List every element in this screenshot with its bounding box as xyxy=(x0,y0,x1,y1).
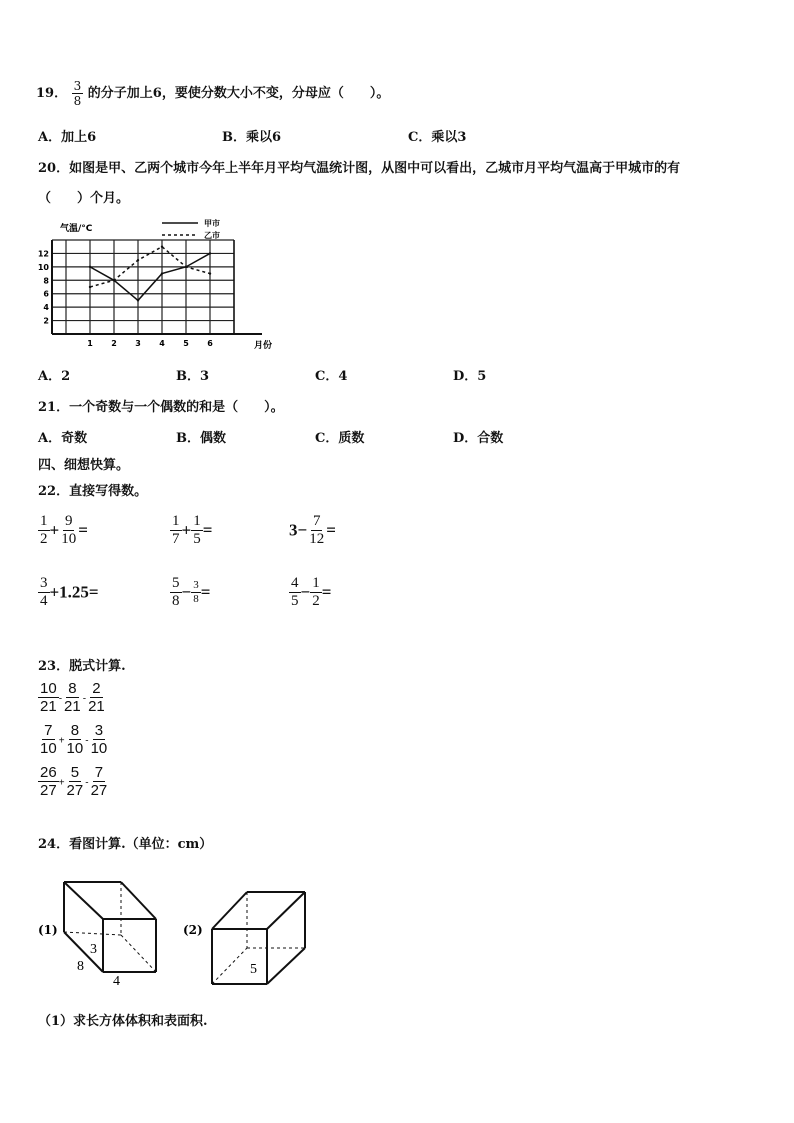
x-tick-label: 3 xyxy=(135,339,141,348)
q21-option-a: A．奇数 xyxy=(38,431,88,446)
series-point xyxy=(89,286,91,288)
q23-expr-1: $\frac{10}{21}$ - $\frac{8}{21}$ - $\frac{2}{21}$ xyxy=(40,680,105,715)
q19-text: 的分子加上6，要使分数大小不变，分母应（ ）。 xyxy=(87,86,390,101)
figure-1-label: (1) xyxy=(38,923,58,937)
q21-question: 21．一个奇数与一个偶数的和是（ ）。 xyxy=(38,400,284,415)
legend-label-2: 乙市 xyxy=(204,231,220,240)
section-heading: 四、细想快算。 xyxy=(38,458,130,473)
q20-option-c: C．4 xyxy=(315,369,348,384)
x-tick-label: 2 xyxy=(111,339,117,348)
x-tick-label: 4 xyxy=(159,339,165,348)
series-point xyxy=(161,246,163,248)
q19-option-c: C．乘以3 xyxy=(408,130,467,145)
y-tick-label: 6 xyxy=(43,289,49,299)
figure-1-width: 8 xyxy=(77,959,84,974)
y-axis-label: 气温/°C xyxy=(60,224,93,234)
series-point xyxy=(137,299,139,301)
q22-expr-4: $\frac{3}{4}$ +1.25= xyxy=(40,575,99,609)
q21-option-c: C．质数 xyxy=(315,431,365,446)
q24-sub1: （1）求长方体体积和表面积. xyxy=(38,1014,208,1029)
y-tick-label: 12 xyxy=(38,249,49,259)
figure-1-height: 3 xyxy=(90,942,97,957)
y-tick-label: 4 xyxy=(43,303,49,313)
q24-title: 24．看图计算.（单位：cm） xyxy=(38,837,213,852)
cuboid-figure-2 xyxy=(212,892,305,984)
q21-option-b: B．偶数 xyxy=(176,431,226,446)
series-point xyxy=(89,266,91,268)
series-point xyxy=(161,272,163,274)
q22-expr-2: $\frac{1}{7}$ + $\frac{1}{5}$ = xyxy=(172,513,213,547)
legend-label-1: 甲市 xyxy=(204,219,220,228)
q23-title: 23．脱式计算. xyxy=(38,659,126,674)
q24-figures xyxy=(30,872,330,997)
q22-expr-5: $\frac{5}{8}$ − $\frac{3}{8}$ = xyxy=(172,575,211,609)
q23-expr-2: $\frac{7}{10}$ + $\frac{8}{10}$ - $\frac{3}{10}$ xyxy=(40,722,108,757)
x-tick-label: 6 xyxy=(207,339,213,348)
q20-question-line2: （ ）个月。 xyxy=(38,191,130,206)
q22-title: 22．直接写得数。 xyxy=(38,484,148,499)
q19-option-b: B．乘以6 xyxy=(222,130,282,145)
q20-option-a: A．2 xyxy=(38,369,71,384)
series-point xyxy=(209,272,211,274)
figure-2-label: (2) xyxy=(183,923,203,937)
x-tick-label: 5 xyxy=(183,339,189,348)
q19 xyxy=(36,80,389,107)
series-point xyxy=(185,266,187,268)
q21-option-d: D．合数 xyxy=(453,431,504,446)
temperature-line-chart xyxy=(38,212,288,354)
q23-expr-3: $\frac{26}{27}$ + $\frac{5}{27}$ - $\frac{7}{27}$ xyxy=(40,764,108,799)
q19-option-a: A．加上6 xyxy=(38,130,97,145)
series-point xyxy=(113,279,115,281)
q19-number: 19． xyxy=(36,86,68,101)
q22-expr-1: $\frac{1}{2}$ + $\frac{9}{10}$ = xyxy=(40,513,88,547)
figure-1-length: 4 xyxy=(113,974,120,989)
chart-grid xyxy=(52,240,262,334)
x-axis-label: 月份 xyxy=(254,341,273,351)
q22-expr-6: $\frac{4}{5}$ − $\frac{1}{2}$ = xyxy=(291,575,332,609)
q22-expr-3: 3− $\frac{7}{12}$ = xyxy=(289,513,336,547)
series-point xyxy=(209,252,211,254)
figure-2-dim: 5 xyxy=(250,962,257,977)
q20-question-line1: 20．如图是甲、乙两个城市今年上半年月平均气温统计图，从图中可以看出，乙城市月平均气温高于甲城市的有 xyxy=(38,161,681,176)
y-tick-label: 2 xyxy=(43,316,49,326)
chart-legend xyxy=(162,218,220,240)
y-tick-label: 8 xyxy=(43,276,49,286)
chart-ticks xyxy=(38,222,272,351)
y-tick-label: 10 xyxy=(38,262,49,272)
series-point xyxy=(137,259,139,261)
q19-fraction: $\frac{3}{8}$ xyxy=(73,79,82,108)
q20-option-d: D．5 xyxy=(453,369,487,384)
q20-option-b: B．3 xyxy=(176,369,210,384)
x-tick-label: 1 xyxy=(87,339,93,348)
